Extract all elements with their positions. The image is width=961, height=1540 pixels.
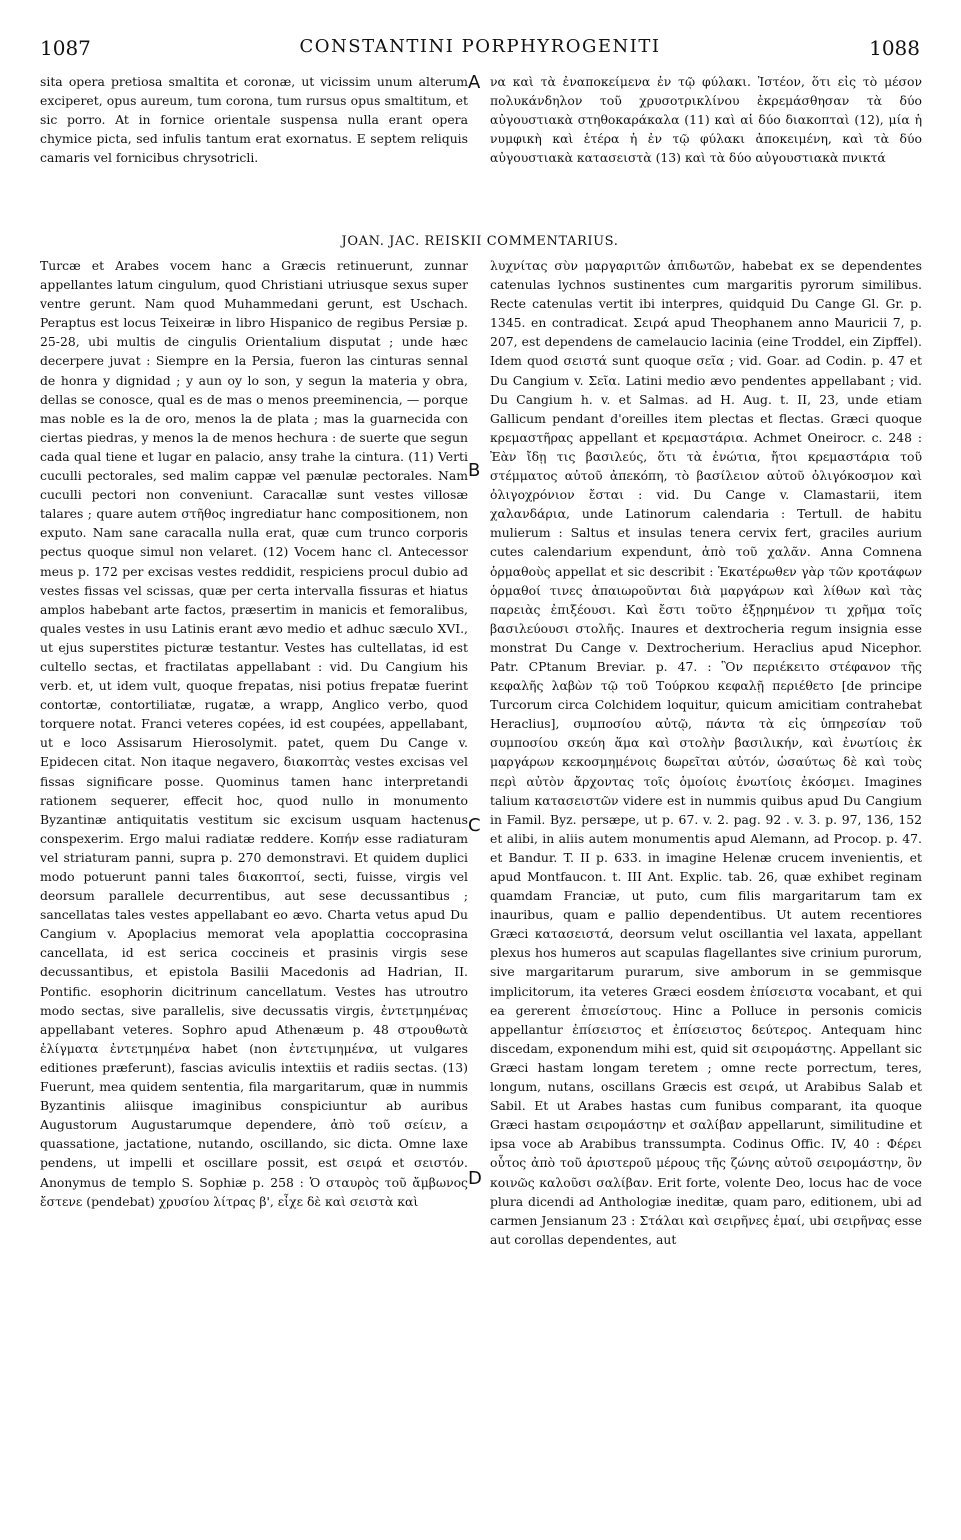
margin-marker-b: B <box>468 460 481 481</box>
margin-marker-d: D <box>468 1168 482 1189</box>
commentary-left-text: Turcæ et Arabes vocem hanc a Græcis retinuerunt, zunnar appellantes latum cingulum, quod Christiani utriusque sexus super ventre gerunt. Nam quod Muhammedani gerunt, est Uschach. Peraptus est locus Teixeiræ in libro Hispanico de regibus Persiæ p. 25-28, ubi multis de cingulis Orientalium disputat ; unde hæc decerpere juvat : Siempre en la Persia, fueron las cinturas sennal de honra y dignidad ; y aun oy lo son, y segun la materia y obra, dellas se conosce, qual es de mas o menos preeminencia, — porque mas noble es la de oro, menos la de plata ; mas la guarnecida con ciertas piedras, y menos la de menos hechura : de suerte que segun cada qual tiene et lugar en palacio, ansy trahe la cintura. (11) Verti cuculli pectorales, sed malim cappæ vel pænulæ pectorales. Nam cuculli pectori non conveniunt. Caracallæ sunt vestes villosæ talares ; quare autem στῆθος ingrediatur hanc compositionem, non exputo. Nam sane caracalla nulla erat, quæ cum trunco corporis pectus quoque simul non velaret. (12) Vocem hanc cl. Antecessor meus p. 172 per excisas vestes reddidit, respiciens procul dubio ad vestes fissas vel scissas, quæ per certa intervalla fissuras et hiatus amplos habebant arte factos, præsertim in manicis et femoralibus, quales vestes in usu Latinis erant ævo medio et adhuc sæculo XVI., ut ejus superstites picturæ testantur. Vestes has cultellatas, id est cultello sectas, et fractilatas appellabant : vid. Du Cangium his verb. et, ut idem vult, quoque frepatas, nisi potius frepatæ fuerint contortæ, contortiliatæ, rugatæ, a wrapp, Anglico verbo, quod torquere notat. Franci veteres copées, id est coupées, appellabant, ut e loco Assisarum Hierosolymit. patet, quem Du Cange v. Epidecen citat. Non itaque negavero, διακοπτὰς vestes excisas vel fissas significare posse. Quominus tamen hanc interpretandi rationem sequerer, effecit hoc, quod nullo in monumento Byzantinæ antiquitatis vestitum sic excisum usquam hactenus conspexerim. Ergo malui radiatæ reddere. Κοπήν esse radiaturam vel striaturam panni, supra p. 270 demonstravi. Et quidem duplici modo potuerunt panni tales διακοπτοί, secti, fuisse, virgis vel deorsum parallele decurrentibus, aut sese decussantibus ; sancellatas tales vestes appellabant eo ævo. Charta vetus apud Du Cangium v. Apoplacius memorat vela apoplattia coccoprasina cancellata, id est serica coccineis et prasinis virgis sese decussantibus, et epistola Basilii Macedonis ad Hadrian, II. Pontific. esophorin dicitrinum cancellatum. Vestes has utroutro modo sectas, sive parallelis, sive decussatis virgis, ἐντετμημένας appellabant veteres. Sophro apud Athenæum p. 48 στρουθωτὰ ἐλίγματα ἐντετμημένα habet (non ἐντετιμημένα, ut vulgares editiones præferunt), fascias aviculis intextiis et radiis sectas. (13) Fuerunt, mea quidem sententia, fila margaritarum, quæ in nummis Byzantinis aliisque imaginibus conspiciuntur ab auribus Augustorum Augustarumque dependere, ἀπὸ τοῦ σείειν, a quassatione, jactatione, nutando, oscillando, sic dicta. Omne laxe pendens, ut impelli et oscillare possit, est σειρά et σειστόν. Anonymus de templo S. Sophiæ p. 258 : Ὁ σταυρὸς τοῦ ἄμβωνος ἔστενε (pendebat) χρυσίου λίτρας β', εἶχε δὲ καὶ σειστὰ καὶ <box>40 258 468 1209</box>
latin-translation-paragraph: sita opera pretiosa smaltita et coronæ, ut vicissim unum alterum exciperet, opus aureum, tum corona, tum rursus opus smaltitum, et sic porro. At in fornice orientale suspensa nulla erant opera chymice picta, sed infulis tantum erat exornatus. E septem reliquis camaris vel fornicibus chrysotricli. <box>40 74 468 166</box>
top-right-column <box>490 72 922 232</box>
top-left-column <box>40 72 468 232</box>
page-number-left: 1087 <box>40 36 91 60</box>
commentary-title: JOAN. JAC. REISKII COMMENTARIUS. <box>341 234 619 249</box>
page-number-right: 1088 <box>869 36 920 60</box>
greek-text-paragraph: να καὶ τὰ ἐναποκείμενα ἐν τῷ φύλακι. Ἰστέον, ὅτι εἰς τὸ μέσον πολυκάνδηλον τοῦ χρυσοτρικλίνου ἐκρεμάσθησαν τὰ δύο αὐγουστιακὰ στηθοκαράκαλα (11) καὶ αἱ δύο διακοπταὶ (12), μία ἡ νυμφικὴ καὶ ἑτέρα ἡ ἐν τῷ φύλακι ἀποκειμένη, καὶ τὰ δύο αὐγουστιακὰ κατασειστὰ (13) καὶ τὰ δύο αὐγουστιακὰ πνικτά <box>490 74 922 166</box>
margin-marker-c: C <box>468 815 481 836</box>
commentary-right-text: λυχνίτας σὺν μαργαριτῶν ἀπιδωτῶν, habebat ex se dependentes catenulas lychnos sustinentes cum margaritis pyrorum similibus. Recte catenulas vertit ibi interpres, quidquid Du Cange Gl. Gr. p. 1345. en contradicat. Σειρά apud Theophanem anno Mauricii 7, p. 207, est dependens de camelaucio lacinia (eine Troddel, ein Zipffel). Idem quod σειστά sunt quoque σεῖα ; vid. Goar. ad Codin. p. 47 et Du Cangium v. Σεῖα. Latini medio ævo pendentes appellabant ; vid. Du Cangium h. v. et Salmas. ad H. Aug. t. II, 23, unde etiam Gallicum pendant d'oreilles item plectas et flectas. Græci quoque κρεμαστῆρας appellant et κρεμαστάρια. Achmet Oneirocr. c. 248 : Ἐὰν ἴδῃ τις βασιλεύς, ὅτι τὰ ἐνώτια, ἤτοι κρεμαστάρια τοῦ στέμματος αὐτοῦ ἀπεκόπη, τὸ βασίλειον αὐτοῦ ὀλιγόκοσμον καὶ ὀλιγοχρόνιον ἔσται : vid. Du Cange v. Clamastarii, item χαλανδάρια, unde Latinorum calendaria : Tertull. de habitu mulierum : Saltus et insulas tenera cervix fert, graciles aurium cutes calendarium expendunt, ἀπὸ τοῦ χαλᾶν. Anna Comnena ὁρμαθοὺς appellat et sic describit : Ἑκατέρωθεν γὰρ τῶν κροτάφων ὁρμαθοί τινες ἀπαιωροῦνται διὰ μαργάρων καὶ λίθων καὶ τὰς παρειὰς ἐπιξέουσι. Καὶ ἔστι τοῦτο ἐξῃρημένον τι χρῆμα τοῖς βασιλεύουσι στολῆς. Inaures et dextrocheria regum insignia esse monstrat Du Cange v. Dextrocherium. Heraclius apud Nicephor. Patr. CPtanum Breviar. p. 47. : Ὃν περιέκειτο στέφανον τῆς κεφαλῆς λαβὼν τῷ τοῦ Τούρκου κεφαλῇ περιέθετο [de principe Turcorum circa Colchidem loquitur, quicum amicitiam contrahebat Heraclius], συμποσίου αὐτῷ, πάντα τὰ εἰς ὑπηρεσίαν τοῦ συμποσίου σκεύη ἅμα καὶ στολὴν βασιλικήν, καὶ ἐνωτίοις ἐκ μαργάρων κεκοσμημένοις δωρεῖται αὐτόν, ὡσαύτως δὲ καὶ τοὺς περὶ αὐτὸν ἄρχοντας τοῖς ὁμοίοις ἐνωτίοις ἐκόσμει. Imagines talium κατασειστῶν videre est in nummis quibus apud Du Cangium in Famil. Byz. persæpe, ut p. 67. v. 2. pag. 92 . v. 3. p. 97, 136, 152 et alibi, in aliis autem monumentis apud Alemann, ad Procop. p. 47. et Bandur. T. II p. 633. in imagine Helenæ crucem invenientis, et apud Montfaucon. t. III Ant. Explic. tab. 26, quæ exhibet reginam quamdam Franciæ, ut puto, cum filis margaritarum tam ex inauribus, quam e pallio dependentibus. Ut autem recentiores Græci κατασειστά, deorsum velut oscillantia vel laxata, appellant plexus hos humeros aut scapulas flagellantes sive crinium purorum, sive margaritarum purarum, sive amborum in se gemmisque implicitorum, ita veteres Græci eosdem ἐπίσειστα vocabant, et qui ea gererent ἐπισείστους. Hinc a Polluce in personis comicis appellantur ἐπίσειστος et ἐπίσειστος δεύτερος. Antequam hinc discedam, exponendum mihi est, quid sit σειρομάστης. Appellant sic Græci hastam longam teretem ; omne recte porrectum, teres, longum, nutans, oscillans Græcis est σειρά, ut Arabibus Salab et Sabil. Et ut Arabes hastas cum funibus comparant, ita quoque Græci hastam σειρομάστην et σαλίβαν appellarunt, similitudine et ipsa voce ab Arabibus transsumpta. Codinus Offic. IV, 40 : Φέρει οὗτος ἀπὸ τοῦ ἀριστεροῦ μέρους τῆς ζώνης αὐτοῦ σειρομάστην, ὃν κοινῶς καλοῦσι σαλίβαν. Erit forte, volente Deo, locus hac de voce plura dicendi ad Anthologiæ ineditæ, quam paro, editionem, ubi ad carmen Jensianum 23 : Στάλαι καὶ σειρῆνες ἐμαί, ubi σειρῆνας esse aut corollas dependentes, aut <box>490 258 922 1247</box>
commentary-right-column <box>490 256 922 1526</box>
running-title: CONSTANTINI PORPHYROGENITI <box>299 36 661 57</box>
commentary-left-column <box>40 256 468 1526</box>
page-header <box>40 36 920 62</box>
margin-marker-a: A <box>468 72 481 93</box>
